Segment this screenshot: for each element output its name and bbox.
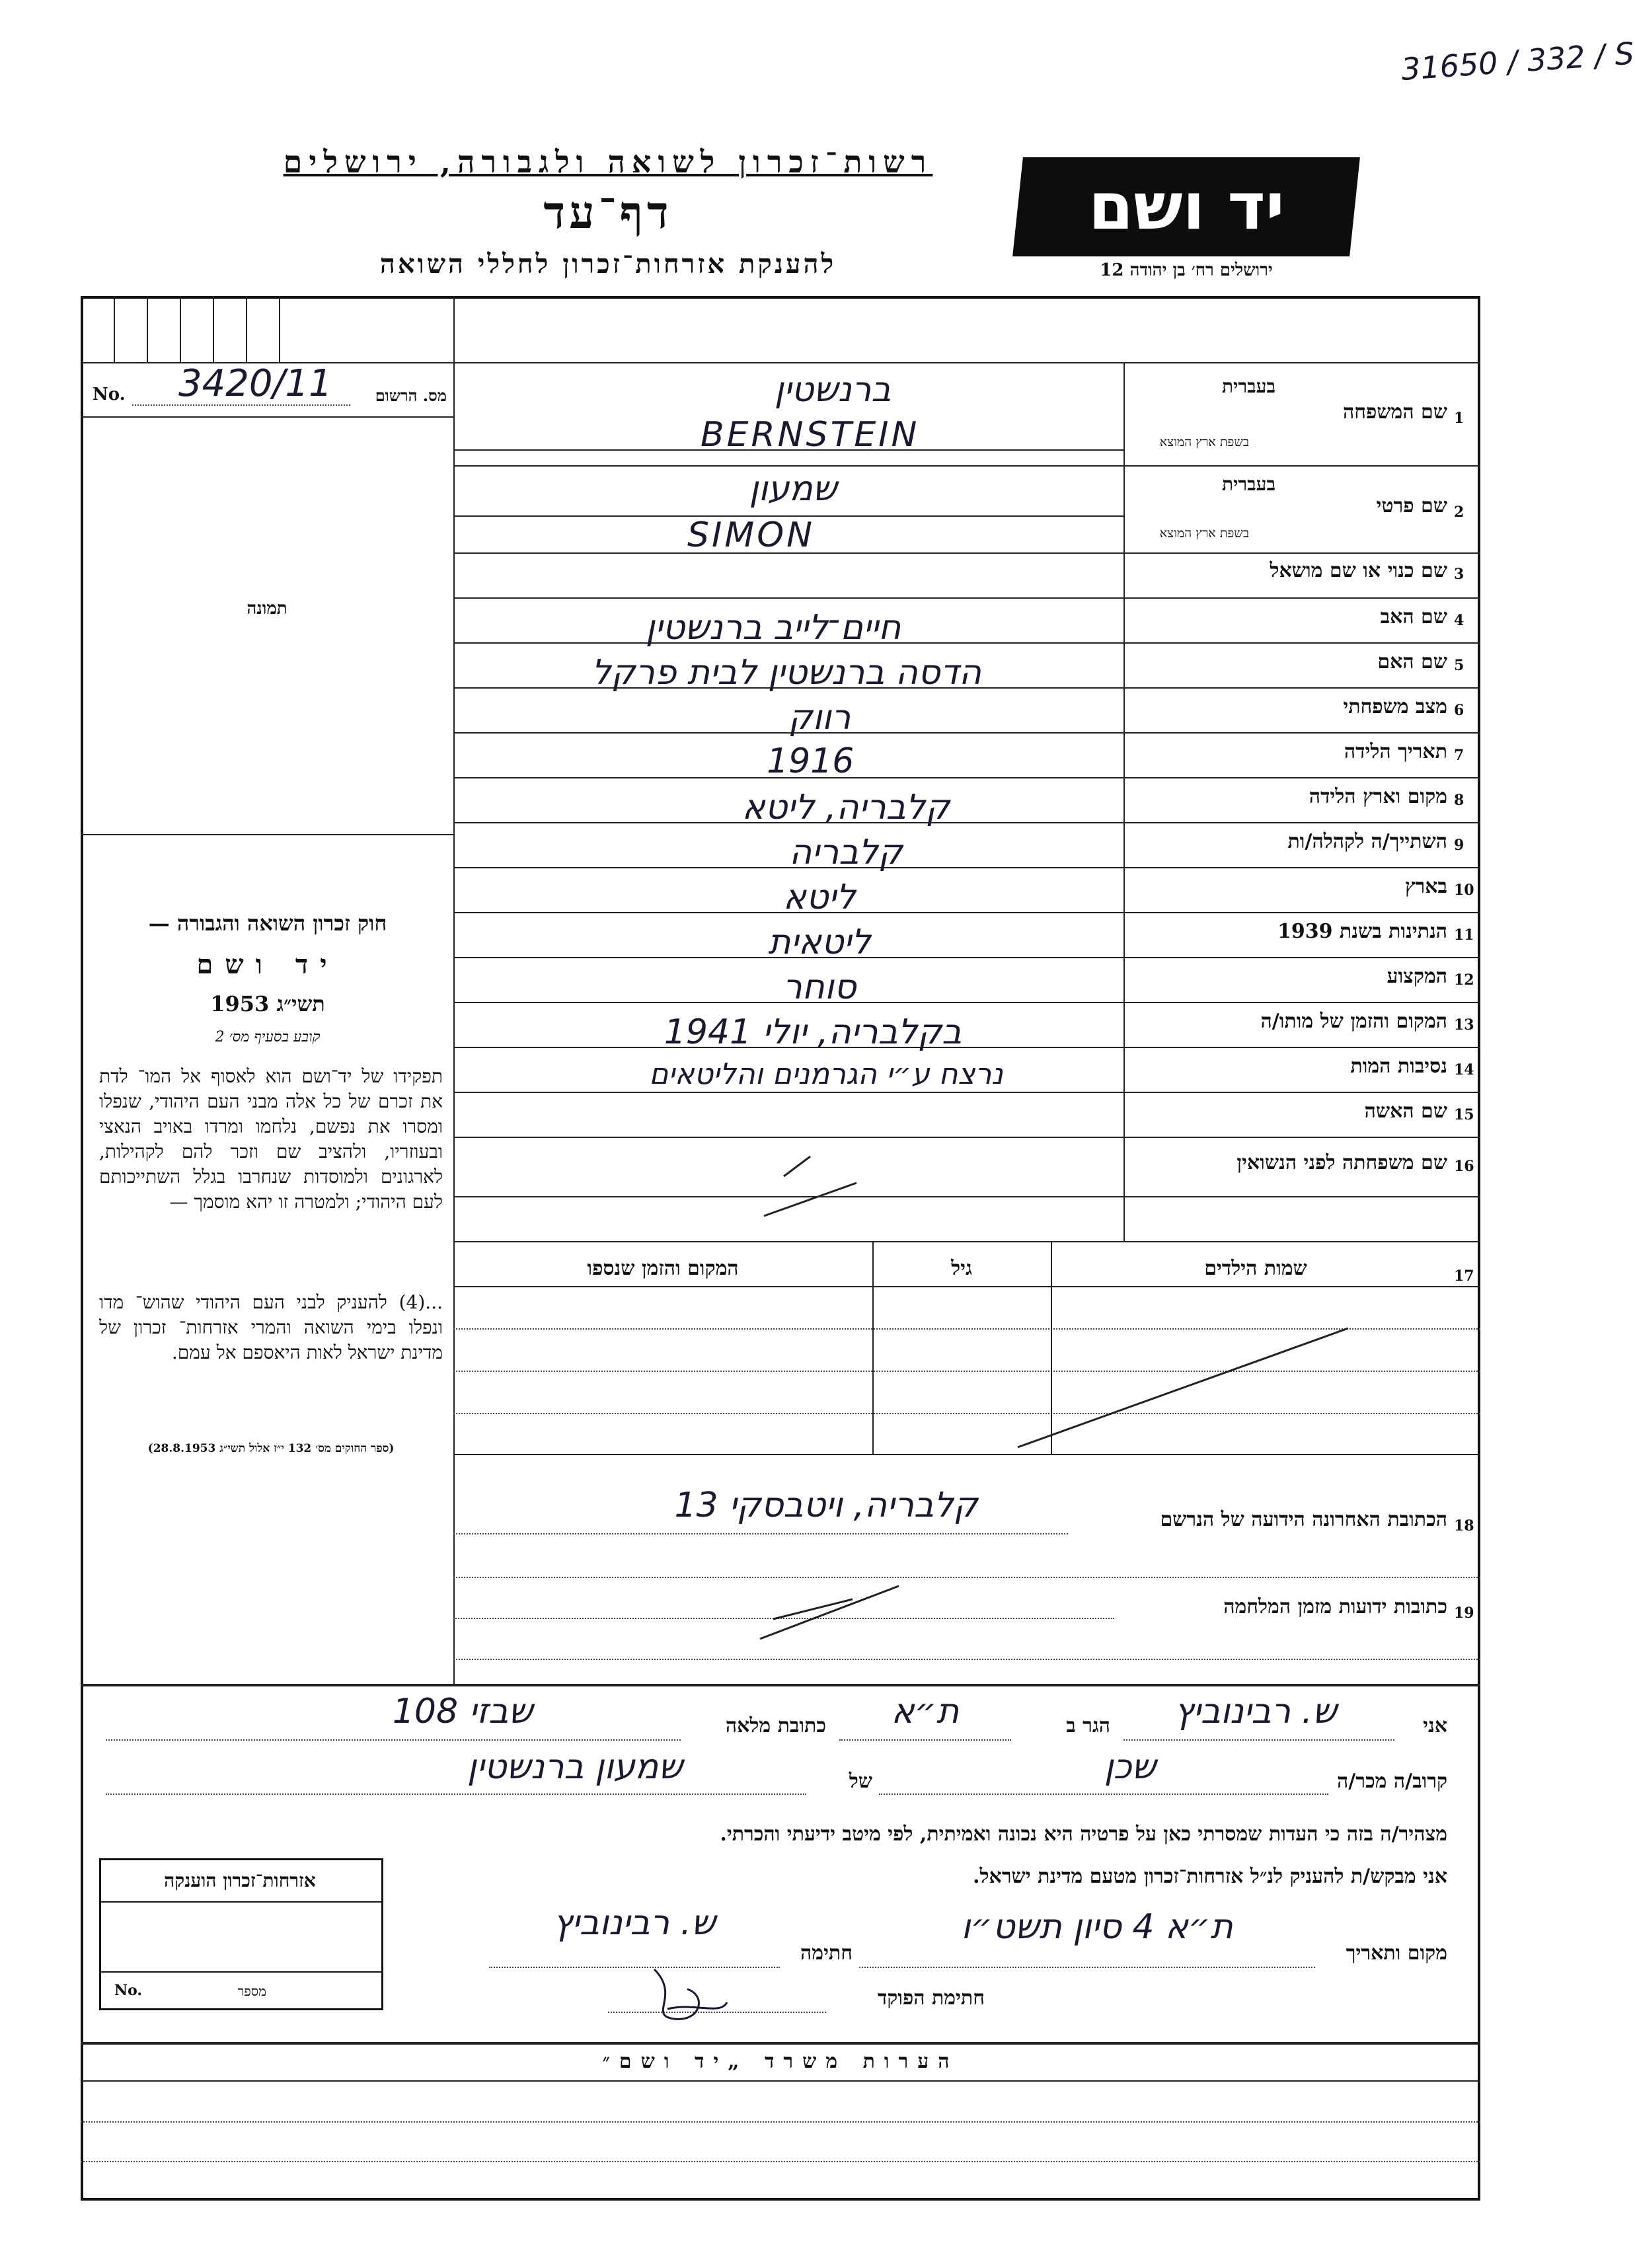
field-7-bottom	[453, 777, 1480, 778]
declaration-divider	[81, 1684, 1480, 1686]
law-year: תשי״ג 1953	[210, 991, 325, 1016]
marital-status: רווק	[788, 698, 851, 737]
field-11-bottom	[453, 957, 1480, 958]
declarant-name-line	[1123, 1739, 1394, 1741]
field-10-bottom	[453, 912, 1480, 913]
field-10-number: 10	[1454, 882, 1474, 899]
left-column-divider	[453, 296, 455, 1684]
field-18-line	[453, 1533, 1068, 1534]
form-title: דף־עד	[543, 186, 673, 239]
surname-hebrew: ברנשטין	[774, 370, 892, 410]
declaration-statement: מצהיר/ה בזה כי העדות שמסרתי כאן על פרטיה היא נכונה ואמיתית, לפי מיטב ידיעתי והכרתי.	[720, 1823, 1447, 1846]
field-19-strike	[753, 1573, 912, 1652]
full-address-label: כתובת מלאה	[725, 1714, 826, 1737]
community: קלבריה	[789, 833, 903, 872]
law-citation: (ספר החוקים מס׳ 132 י״ז אלול תשי״ג 28.8.1953)	[147, 1442, 395, 1455]
father-name: חיים־לייב ברנשטין	[645, 608, 901, 648]
strip-cell	[147, 296, 148, 362]
field-8-label: מקום וארץ הלידה	[1309, 785, 1447, 808]
law-name: יד ושם	[196, 949, 339, 980]
certificate-box	[99, 1858, 383, 2010]
place-date-label: מקום ותאריך	[1346, 1942, 1447, 1965]
field-2-sub-hebrew: בעברית	[1221, 473, 1275, 495]
country: ליטא	[783, 878, 856, 917]
first-name-native: SIMON	[687, 515, 816, 555]
field-18-line-2	[453, 1577, 1480, 1578]
officer-signature-scrawl	[634, 1956, 740, 2029]
strip-cell	[180, 296, 181, 362]
empty-field-strike	[453, 1090, 1123, 1249]
field-12-number: 12	[1454, 971, 1474, 989]
certificate-title: אזרחות־זכרון הוענקה	[164, 1870, 316, 1891]
law-paragraph-1: תפקידו של יד־ושם הוא לאסוף אל המו־ לדת את זכרם של כל אלה מבני העם היהודי, שנפלו ומסרו את נפשם, נלחמו ומרדו באויב הנאצי ובעוזריו, ולהציב שם וזכר להם לקהילות, לארגונים ולמוסדות שנחרבו בגלל השתייכותם לעם היהודי; ולמטרה זו יהא מוסמך —	[99, 1065, 443, 1213]
birth-place: קלבריה, ליטא	[741, 788, 950, 827]
first-name-hebrew: שמעון	[749, 469, 837, 509]
children-row-line	[453, 1286, 1480, 1287]
field-11-label: הנתינות בשנת 1939	[1277, 920, 1447, 943]
field-13-number: 13	[1454, 1016, 1474, 1034]
photo-label: תמונה	[247, 599, 287, 619]
death-place-time: בקלבריה, יולי 1941	[664, 1012, 962, 1052]
field-10-label: בארץ	[1404, 875, 1447, 898]
last-address: קלבריה, ויטבסקי 13	[674, 1486, 978, 1525]
field-13-label: המקום והזמן של מותו/ה	[1260, 1010, 1447, 1033]
of-label: של	[849, 1770, 872, 1793]
field-14-label: נסיבות המות	[1350, 1055, 1447, 1078]
field-2-label: שם פרטי	[1376, 494, 1447, 517]
field-6-bottom	[453, 732, 1480, 734]
registration-number: 3420/11	[178, 362, 332, 405]
citizenship-request: אני מבקש/ת להעניק לנ״ל אזרחות־זכרון מטעם מדינת ישראל.	[973, 1865, 1447, 1888]
certificate-title-line	[101, 1901, 381, 1903]
field-3-number: 3	[1454, 566, 1464, 583]
field-7-label: תאריך הלידה	[1344, 740, 1447, 763]
field-12-bottom	[453, 1002, 1480, 1003]
logo-text: יד ושם	[1088, 169, 1285, 245]
corner-archive-note: 31650 / 332 / S	[1400, 35, 1635, 87]
officer-signature-label: חתימת הפוקד	[877, 1986, 985, 2010]
children-strike-line	[991, 1315, 1361, 1467]
lives-in-label: הגר ב	[1066, 1714, 1110, 1737]
field-16-number: 16	[1454, 1158, 1474, 1175]
city-line	[839, 1739, 1011, 1741]
field-9-bottom	[453, 867, 1480, 868]
field-1-label: שם המשפחה	[1342, 400, 1447, 424]
law-paragraph-2: ...(4) להעניק לבני העם היהודי שהוש־ מדו ונפלו בימי השואה והמרי אזרחות־ זכרון של מדינת ישראל לאות היאספם אל עמם.	[99, 1291, 443, 1363]
field-6-label: מצב משפחתי	[1343, 695, 1447, 718]
full-address-line	[106, 1739, 681, 1741]
field-4-number: 4	[1454, 612, 1464, 629]
field-5-number: 5	[1454, 657, 1464, 674]
field-15-number: 15	[1454, 1106, 1474, 1123]
children-header-bottom	[453, 1241, 1480, 1242]
declarant-full-address: שבזי 108	[392, 1692, 533, 1731]
field-17-number: 17	[1454, 1267, 1474, 1285]
form-subtitle: להענקת אזרחות־זכרון לחללי השואה	[379, 248, 837, 280]
certificate-no-label: No.	[114, 1982, 143, 1999]
field-7-number: 7	[1454, 747, 1464, 764]
field-3-bottom	[453, 597, 1480, 599]
field-19-number: 19	[1454, 1605, 1474, 1622]
of-name-line	[106, 1794, 806, 1795]
relation-label: קרוב/ה מכר/ה	[1337, 1770, 1447, 1793]
office-notes-line	[81, 2161, 1480, 2162]
authority-name: רשות־זכרון לשואה ולגבורה, ירושלים	[283, 144, 933, 180]
declarant-of-name: שמעון ברנשטין	[467, 1747, 683, 1787]
birth-date: 1916	[767, 741, 855, 781]
surname-native: BERNSTEIN	[701, 415, 920, 455]
yad-vashem-logo	[1012, 157, 1360, 256]
office-notes-header-line	[81, 2080, 1480, 2082]
field-1-sub-native: בשפת ארץ המוצא	[1159, 435, 1249, 449]
strip-cell	[279, 296, 280, 362]
office-notes-title: הערות משרד „יד ושם״	[602, 2050, 959, 2073]
field-4-label: שם האב	[1380, 605, 1447, 628]
field-19-line-2	[453, 1659, 1480, 1660]
field-9-number: 9	[1454, 837, 1464, 854]
photo-divider	[81, 834, 453, 835]
mother-name: הדסה ברנשטין לבית פרקל	[591, 653, 981, 693]
registration-divider	[81, 416, 453, 418]
field-19-label: כתובות ידועות מזמן המלחמה	[1223, 1595, 1447, 1618]
field-1-number: 1	[1454, 410, 1464, 427]
field-18-label: הכתובת האחרונה הידועה של הנרשם	[1160, 1508, 1447, 1531]
declarant-city: ת״א	[891, 1692, 960, 1731]
field-2-number: 2	[1454, 504, 1464, 521]
field-14-number: 14	[1454, 1061, 1474, 1078]
signature-label: חתימה	[800, 1942, 853, 1965]
field-12-label: המקצוע	[1387, 965, 1447, 988]
strip-cell	[114, 296, 115, 362]
citizenship-1939: ליטאית	[768, 923, 871, 962]
certificate-number-label: מספר	[237, 1983, 266, 1999]
certificate-number-line	[101, 1971, 381, 1973]
registration-label: מס. הרשום	[375, 386, 447, 405]
office-notes-line	[81, 2121, 1480, 2123]
field-5-label: שם האם	[1377, 650, 1447, 673]
declarant-ani-label: אני	[1423, 1714, 1447, 1737]
declarant-signature: ש. רבינוביץ	[553, 1903, 716, 1943]
declarant-relation: שכן	[1104, 1747, 1157, 1787]
strip-cell	[213, 296, 214, 362]
children-place-header: המקום והזמן שנספו	[587, 1257, 739, 1280]
death-circumstances: נרצח ע״י הגרמנים והליטאים	[649, 1057, 1003, 1091]
field-2-bottom	[453, 552, 1480, 554]
field-1-sub-hebrew: בעברית	[1221, 375, 1275, 397]
field-6-number: 6	[1454, 702, 1464, 719]
field-16-label: שם משפחתה לפני הנשואין	[1236, 1151, 1447, 1174]
field-18-number: 18	[1454, 1517, 1474, 1534]
field-9-label: השתייך/ה לקהלה/ות	[1287, 830, 1447, 853]
declarant-name: ש. רבינוביץ	[1174, 1692, 1337, 1731]
children-names-header: שמות הילדים	[1204, 1257, 1307, 1280]
profession: סוחר	[782, 967, 856, 1007]
logo-address: ירושלים רח׳ בן יהודה 12	[1100, 260, 1273, 280]
place-and-date: ת״א 4 סיון תשט״ו	[961, 1907, 1233, 1947]
field-15-label: שם האשה	[1364, 1100, 1447, 1123]
field-8-number: 8	[1454, 792, 1464, 809]
field-1-bottom	[453, 465, 1480, 467]
relation-line	[879, 1794, 1328, 1795]
label-column-divider	[1123, 362, 1125, 1241]
office-notes-divider	[81, 2042, 1480, 2045]
law-section: קובע בסעיף מס׳ 2	[215, 1029, 321, 1045]
field-2-sub-native: בשפת ארץ המוצא	[1159, 526, 1249, 541]
place-date-line	[859, 1967, 1315, 1968]
registration-no-label: No.	[93, 385, 126, 404]
field-3-label: שם כנוי או שם מושאל	[1270, 559, 1447, 582]
strip-cell	[246, 296, 247, 362]
children-age-header: גיל	[951, 1257, 972, 1280]
law-title: חוק זכרון השואה והגבורה —	[148, 911, 387, 936]
field-11-number: 11	[1454, 926, 1474, 944]
